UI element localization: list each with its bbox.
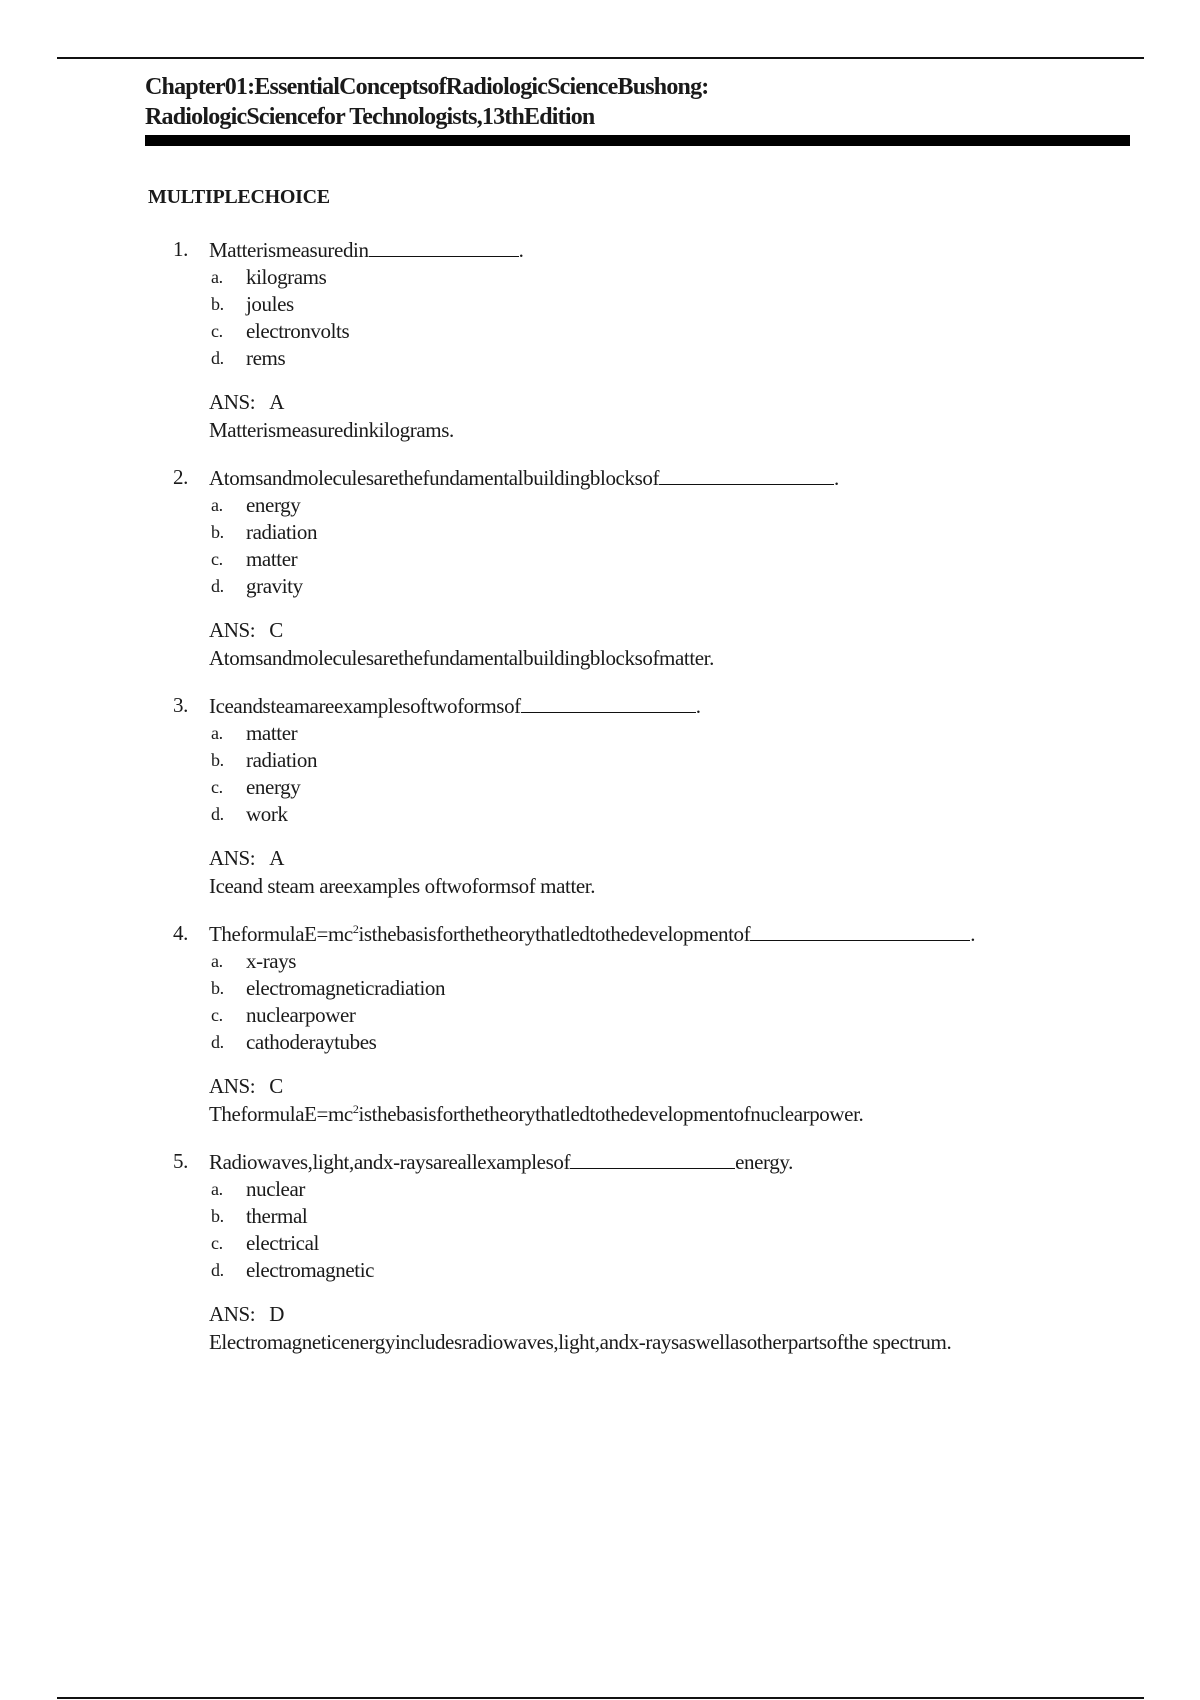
- option-a: [209, 948, 1123, 975]
- question-stem: [173, 236, 1123, 264]
- option-letter: a.: [211, 1179, 223, 1199]
- question-stem: [173, 920, 1123, 948]
- superscript-two: 2: [352, 922, 359, 936]
- option-c: [209, 1002, 1123, 1029]
- option-d: [209, 345, 1123, 372]
- option-letter: d.: [211, 348, 224, 368]
- option-a: [209, 492, 1123, 519]
- option-letter: c.: [211, 1005, 223, 1025]
- option-text: electronvolts: [246, 319, 350, 343]
- option-letter: a.: [211, 495, 223, 515]
- stem-text: TheformulaE=mc: [209, 922, 353, 946]
- option-text: joules: [246, 292, 294, 316]
- rationale-text-continued: isthebasisforthetheorythatledtothedevelopmentofnuclearpower.: [358, 1102, 864, 1126]
- stem-text: Iceandsteamareexamplesoftwoformsof: [209, 694, 521, 718]
- question-5: [173, 1148, 1123, 1356]
- answer-label: ANS:: [209, 618, 256, 642]
- question-2: [173, 464, 1123, 672]
- bottom-rule: [57, 1697, 1144, 1699]
- option-text: electromagnetic: [246, 1258, 375, 1282]
- question-stem: [173, 464, 1123, 492]
- answer-label: ANS:: [209, 390, 256, 414]
- stem-text-continued: isthebasisforthetheorythatledtothedevelopmentof: [358, 922, 751, 946]
- question-3: [173, 692, 1123, 900]
- rationale: [173, 1100, 1123, 1128]
- answer-value: C: [269, 1074, 283, 1098]
- option-letter: a.: [211, 723, 223, 743]
- option-letter: c.: [211, 321, 223, 341]
- question-stem: [173, 1148, 1123, 1176]
- option-text: energy: [246, 775, 301, 799]
- option-b: [209, 747, 1123, 774]
- option-text: rems: [246, 346, 286, 370]
- answer-label: ANS:: [209, 846, 256, 870]
- option-list: [173, 1176, 1123, 1284]
- option-letter: c.: [211, 1233, 223, 1253]
- option-b: [209, 975, 1123, 1002]
- option-text: nuclearpower: [246, 1003, 356, 1027]
- option-a: [209, 1176, 1123, 1203]
- document-title: Chapter01:EssentialConceptsofRadiologicScienceBushong: RadiologicSciencefor Technologists,13thEdition: [145, 74, 709, 130]
- top-rule: [57, 57, 1144, 59]
- option-text: x-rays: [246, 949, 297, 973]
- answer-line: [173, 616, 1123, 644]
- question-list: [173, 236, 1123, 1376]
- option-letter: b.: [211, 978, 224, 998]
- option-letter: a.: [211, 951, 223, 971]
- answer-blank: [750, 920, 970, 941]
- option-text: work: [246, 802, 288, 826]
- option-text: energy: [246, 493, 301, 517]
- option-text: kilograms: [246, 265, 327, 289]
- option-c: [209, 318, 1123, 345]
- rationale: [173, 872, 1123, 900]
- option-letter: a.: [211, 267, 223, 287]
- option-letter: c.: [211, 777, 223, 797]
- stem-end: energy.: [735, 1150, 793, 1174]
- question-stem: [173, 692, 1123, 720]
- stem-text: Radiowaves,light,andx-raysareallexamplesof: [209, 1150, 571, 1174]
- rationale: [173, 1328, 1123, 1356]
- option-text: nuclear: [246, 1177, 305, 1201]
- answer-blank: [521, 692, 696, 713]
- answer-line: [173, 1072, 1123, 1100]
- answer-label: ANS:: [209, 1074, 256, 1098]
- option-c: [209, 774, 1123, 801]
- option-text: radiation: [246, 748, 318, 772]
- rationale-text: Atomsandmoleculesarethefundamentalbuildingblocksofmatter.: [209, 646, 714, 670]
- option-list: [173, 720, 1123, 828]
- option-c: [209, 546, 1123, 573]
- option-b: [209, 1203, 1123, 1230]
- rationale-text: Iceand steam areexamples oftwoformsof matter.: [209, 874, 596, 898]
- option-d: [209, 801, 1123, 828]
- answer-value: A: [269, 390, 285, 414]
- answer-value: D: [269, 1302, 285, 1326]
- option-a: [209, 264, 1123, 291]
- option-text: electromagneticradiation: [246, 976, 446, 1000]
- option-text: cathoderaytubes: [246, 1030, 377, 1054]
- option-letter: c.: [211, 549, 223, 569]
- option-letter: b.: [211, 522, 224, 542]
- question-number: 2.: [173, 465, 188, 489]
- option-letter: d.: [211, 1260, 224, 1280]
- stem-end: .: [834, 466, 839, 490]
- stem-end: .: [518, 238, 524, 262]
- stem-text: Atomsandmoleculesarethefundamentalbuildingblocksof: [209, 466, 660, 490]
- rationale-text: Electromagneticenergyincludesradiowaves,light,andx-raysaswellasotherpartsofthe spectrum.: [209, 1330, 952, 1354]
- answer-blank: [369, 236, 519, 257]
- header-bar: [145, 135, 1130, 146]
- rationale-text: TheformulaE=mc: [209, 1102, 353, 1126]
- answer-value: C: [269, 618, 283, 642]
- option-letter: b.: [211, 1206, 224, 1226]
- document-header: [145, 72, 1130, 146]
- option-d: [209, 1257, 1123, 1284]
- answer-label: ANS:: [209, 1302, 256, 1326]
- option-text: radiation: [246, 520, 318, 544]
- option-text: gravity: [246, 574, 303, 598]
- section-heading: MULTIPLECHOICE: [148, 186, 330, 208]
- question-number: 1.: [173, 237, 188, 261]
- option-text: matter: [246, 721, 298, 745]
- answer-value: A: [269, 846, 285, 870]
- rationale: [173, 644, 1123, 672]
- option-text: matter: [246, 547, 298, 571]
- option-text: thermal: [246, 1204, 308, 1228]
- stem-text: Matterismeasuredin: [209, 238, 369, 262]
- option-letter: d.: [211, 804, 224, 824]
- answer-line: [173, 1300, 1123, 1328]
- question-4: [173, 920, 1123, 1128]
- question-number: 3.: [173, 693, 188, 717]
- stem-end: .: [970, 922, 976, 946]
- stem-end: .: [695, 694, 701, 718]
- rationale-text: Matterismeasuredinkilograms.: [209, 418, 454, 442]
- option-letter: d.: [211, 576, 224, 596]
- question-number: 4.: [173, 921, 188, 945]
- option-text: electrical: [246, 1231, 319, 1255]
- option-list: [173, 948, 1123, 1056]
- option-b: [209, 291, 1123, 318]
- superscript-two: 2: [352, 1102, 359, 1116]
- answer-line: [173, 388, 1123, 416]
- question-1: [173, 236, 1123, 444]
- option-a: [209, 720, 1123, 747]
- answer-blank: [570, 1148, 735, 1169]
- option-list: [173, 264, 1123, 372]
- question-number: 5.: [173, 1149, 188, 1173]
- rationale: [173, 416, 1123, 444]
- answer-line: [173, 844, 1123, 872]
- option-letter: b.: [211, 294, 224, 314]
- option-letter: d.: [211, 1032, 224, 1052]
- option-letter: b.: [211, 750, 224, 770]
- option-d: [209, 1029, 1123, 1056]
- answer-blank: [659, 464, 834, 485]
- option-b: [209, 519, 1123, 546]
- option-d: [209, 573, 1123, 600]
- option-list: [173, 492, 1123, 600]
- option-c: [209, 1230, 1123, 1257]
